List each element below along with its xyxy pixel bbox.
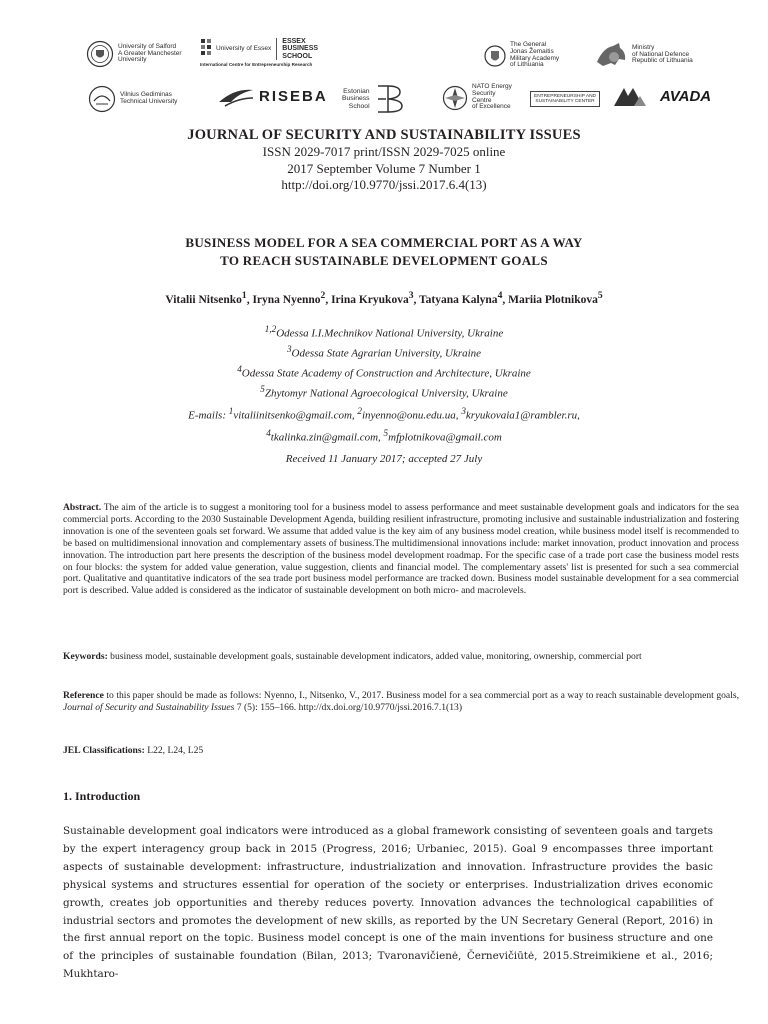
reference-journal: Journal of Security and Sustainability Issues (63, 701, 235, 713)
nato-energy-logo (442, 84, 512, 111)
affiliation-item (0, 322, 768, 342)
vilnius-gediminas-logo (88, 85, 177, 113)
keywords (63, 651, 739, 663)
introduction-paragraph: Sustainable development goal indicators were introduced as a global framework consisting of seventeen goals and targets by the expert interagency group back in 2015 (Progress, 2016; Urbaniec, 2015). Goal 9 encompasses three important aspects of sustainable development: infrastructure, industrialization and innovation. Infrastructure provides the basic physical systems and structures essential for operation of the society or enterprises. Industrialization drives economic growth, creates job opportunities and thereby reduces poverty. Innovation advances the technological capabilities of industrial sectors and promotes the development of new skills, as reported by the UN Secretary General (Report, 2016) in the first annual report on the topic. Business model concept is one of the main inventions for business structure and one of the principles of sustainable foundation (Bilan, 2013; Tvaronavičienė, Černevičiūtė, 2015.Streimikiene et al., 2016; Mukhtaro- (63, 825, 713, 981)
journal-doi[interactable]: http://doi.org/10.9770/jssi.2017.6.4(13) (281, 177, 487, 192)
email-sup: 2 (357, 406, 362, 416)
essex-subtitle: International Centre for Entrepreneurship Research (200, 62, 313, 68)
email-sup: 4 (266, 427, 271, 438)
journal-header (0, 126, 768, 194)
paper-title (0, 234, 768, 270)
email-link[interactable]: kryukovaia1@rambler.ru, (465, 409, 580, 422)
affiliation-item (0, 342, 768, 362)
affiliation-item (0, 382, 768, 402)
email-list (0, 403, 768, 446)
nato-compass-icon (442, 85, 468, 111)
abstract-text: The aim of the article is to suggest a monitoring tool for a business model to assess performance and meet sustainable development goals and indicators for the sea commercial ports. According to the 2030 Sustainable Development Agenda, building resilient infrastructure, promoting inclusive and sustainable industrialization and fostering innovation is one of the seventeen goals set forward. We assume that added value is the key aim of any business model creation, while business model itself is recommended to be based on multidimensional innovation and complementary assets of business.The multidimensional innovations include: market innovation, product innovation and process innovation. The introduction part here presents the description of the business model development roadmap. For the specific case of a trade port case the business model rests on four blocks: the system for added value generation, value suggestion, clients and financial model. The complementary assets' list is presented for such a sea commercial port. Qualitative and quantitative indicators of the sea trade port business model performance are tracked down. Business model sustainable development for a sea commercial port is described. Value added is considered as the indicator of sustainable development on both micro- and macrolevels. (63, 502, 739, 597)
jel-label: JEL Classifications: (63, 745, 145, 756)
zemaitis-academy-text: The General Jonas Žemaitis Military Academy of Lithuania (510, 41, 560, 69)
reference (63, 690, 739, 714)
emails-label: E-mails: (188, 409, 229, 422)
ministry-defence-logo (594, 40, 693, 70)
nato-energy-text: NATO Energy Security Centre of Excellence (472, 83, 512, 111)
reference-text-post: 7 (5): 155–166. http://dx.doi.org/10.9770/jssi.2016.7.1(13) (234, 701, 463, 713)
avada-text: AVADA (660, 88, 712, 106)
abstract (63, 502, 739, 597)
avada-mark-icon (612, 86, 656, 108)
affiliation-item (0, 362, 768, 382)
author-name: Vitalii Nitsenko (165, 293, 242, 306)
avada-logo (612, 86, 711, 108)
salford-crest-icon (86, 40, 114, 68)
author-list: Vitalii Nitsenko$^1$, Iryna Nyenno$^2$, Irina Kryukova$^3$, Tatyana Kalyna$^4$, Mariia Plotnikova$^5$ (165, 290, 603, 306)
essex-business-school-text: ESSEX BUSINESS SCHOOL (282, 38, 319, 60)
ebs-monogram-icon (374, 82, 404, 116)
email-link[interactable]: vitaliinitsenko@gmail.com, (233, 409, 358, 422)
affiliation-text: Odessa State Academy of Construction and Architecture, Ukraine (241, 367, 531, 380)
affiliation-sup: 1,2 (264, 324, 277, 334)
affiliation-text: Odessa I.I.Mechnikov National University, Ukraine (276, 327, 504, 340)
riseba-logo (217, 86, 328, 108)
journal-volume: 2017 September Volume 7 Number 1 (287, 160, 481, 176)
affiliation-sup: 4 (237, 364, 242, 375)
jel-classifications (63, 745, 739, 757)
journal-issn: ISSN 2029-7017 print/ISSN 2029-7025 online (262, 144, 506, 159)
author-name: Tatyana Kalyna (419, 293, 498, 306)
email-link[interactable]: tkalinka.zin@gmail.com, (270, 431, 384, 444)
email-link[interactable]: inyenno@onu.edu.ua, (361, 409, 462, 422)
email-sup: 1 (228, 406, 234, 416)
essex-mark-icon (200, 38, 212, 60)
affiliation-text: Odessa State Agrarian University, Ukraine (291, 347, 482, 360)
email-link[interactable]: mfplotnikova@gmail.com (388, 431, 502, 444)
academy-shield-icon (484, 43, 506, 69)
author-name: Iryna Nyenno (252, 293, 321, 306)
email-line-1 (0, 403, 768, 425)
salford-text: University of Salford A Greater Manchester University (118, 42, 182, 64)
author-name: Irina Kryukova (331, 293, 409, 306)
affiliation-list (0, 322, 768, 403)
knight-emblem-icon (594, 40, 628, 70)
author-sup: 5 (597, 290, 603, 301)
keywords-label: Keywords: (63, 651, 108, 662)
author-sup: 1 (241, 290, 247, 301)
keywords-text: business model, sustainable development goals, sustainable development indicators, added value, monitoring, ownership, commercial port (107, 651, 642, 662)
section-heading-introduction: 1. Introduction (63, 789, 141, 803)
ministry-defence-text: Ministry of National Defence Republic of Lithuania (632, 43, 693, 65)
jel-text: L22, L24, L25 (144, 745, 204, 756)
riseba-text: RISEBA (259, 88, 328, 106)
affiliation-sup: 3 (286, 344, 292, 355)
vilnius-gediminas-text: Vilnius Gediminas Technical University (120, 91, 178, 105)
email-sup: 5 (383, 427, 389, 438)
affiliation-sup: 5 (260, 384, 265, 395)
email-line-2 (0, 425, 768, 447)
author-sup: 4 (497, 290, 503, 301)
received-date: Received 11 January 2017; accepted 27 July (285, 453, 483, 465)
affiliation-text: Zhytomyr National Agroecological University, Ukraine (264, 388, 508, 401)
author-sup: 3 (408, 290, 414, 301)
salford-logo (86, 40, 182, 68)
entrepreneurship-center-text: ENTREPRENEURSHIP AND SUSTAINABILITY CENTER (530, 91, 600, 107)
paper-title-line-2: TO REACH SUSTAINABLE DEVELOPMENT GOALS (220, 253, 548, 268)
email-sup: 3 (461, 406, 466, 416)
reference-label: Reference (63, 690, 104, 701)
entrepreneurship-center-logo (530, 91, 600, 107)
essex-logo (200, 38, 318, 68)
estonian-business-school-text: Estonian Business School (342, 88, 370, 110)
paper-title-line-1: BUSINESS MODEL FOR A SEA COMMERCIAL PORT AS A WAY (185, 235, 583, 250)
vgtu-emblem-icon (88, 85, 116, 113)
zemaitis-academy-logo (484, 42, 559, 69)
sponsor-logos (0, 0, 768, 124)
reference-text-pre: to this paper should be made as follows: Nyenno, I., Nitsenko, V., 2017. Business model for a sea commercial port as a way to reach sustainable development goals, (103, 690, 739, 701)
author-name: Mariia Plotnikova (508, 293, 598, 306)
estonian-business-school-logo (342, 82, 408, 116)
abstract-label: Abstract. (63, 502, 102, 513)
journal-title: JOURNAL OF SECURITY AND SUSTAINABILITY ISSUES (187, 127, 581, 143)
author-sup: 2 (320, 290, 326, 301)
essex-university-text: University of Essex (216, 44, 272, 52)
riseba-wing-icon (217, 86, 255, 108)
